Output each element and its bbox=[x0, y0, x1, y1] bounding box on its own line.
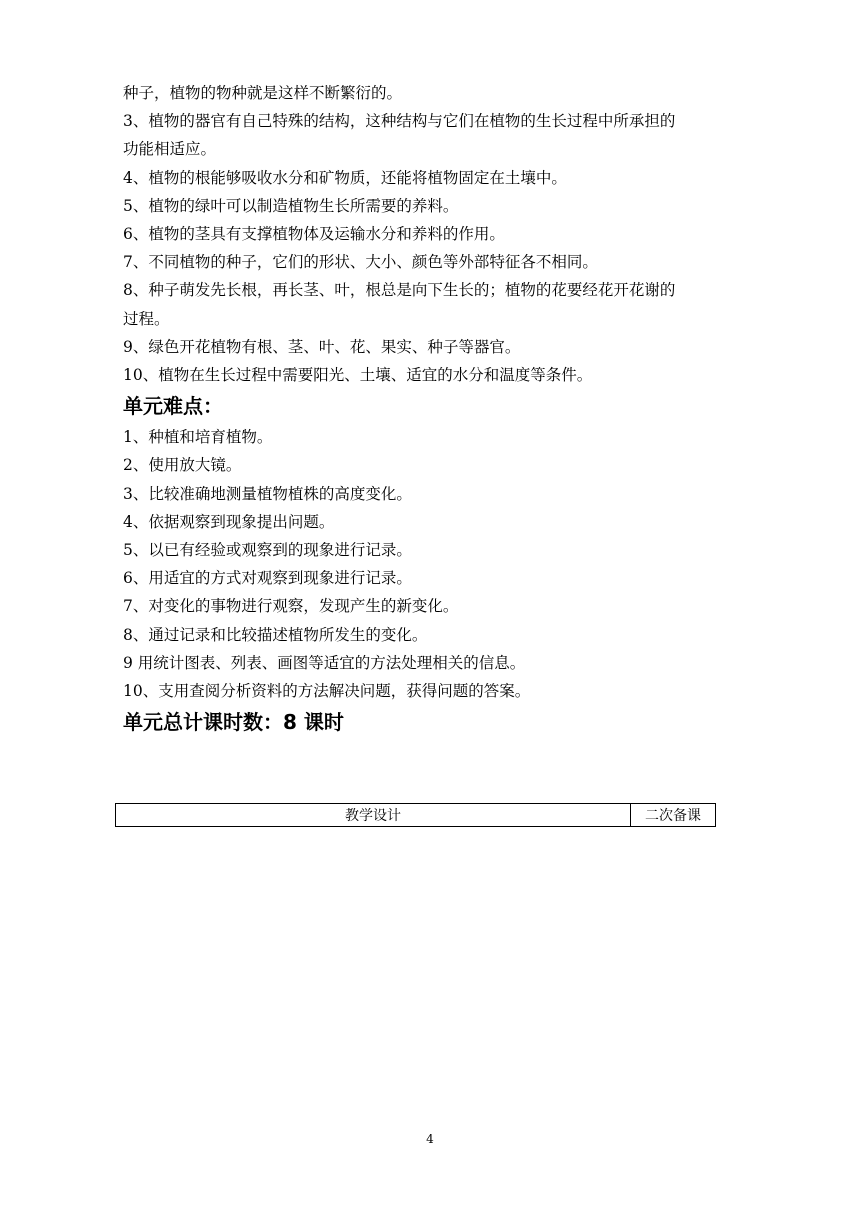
difficulty-item: 4、依据观察到现象提出问题。 bbox=[123, 512, 335, 531]
page-number: 4 bbox=[426, 1132, 434, 1146]
difficulty-item: 9 用统计图表、列表、画图等适宜的方法处理相关的信息。 bbox=[123, 653, 526, 672]
text-line: 功能相适应。 bbox=[123, 140, 217, 159]
text-line: 5、植物的绿叶可以制造植物生长所需要的养料。 bbox=[123, 196, 459, 215]
text-line: 7、不同植物的种子，它们的形状、大小、颜色等外部特征各不相同。 bbox=[123, 253, 598, 272]
lesson-design-table bbox=[115, 803, 716, 827]
text-line: 9、绿色开花植物有根、茎、叶、花、果实、种子等器官。 bbox=[123, 337, 521, 356]
page-content bbox=[123, 79, 763, 739]
text-line: 6、植物的茎具有支撑植物体及运输水分和养料的作用。 bbox=[123, 225, 505, 244]
difficulty-item: 3、比较准确地测量植物植株的高度变化。 bbox=[123, 484, 412, 503]
difficulty-heading: 单元难点： bbox=[123, 394, 223, 419]
table-row bbox=[116, 804, 716, 827]
text-line: 种子，植物的物种就是这样不断繁衍的。 bbox=[123, 84, 403, 102]
text-line: 3、植物的器官有自己特殊的结构，这种结构与它们在植物的生长过程中所承担的 bbox=[123, 112, 676, 131]
table-header-design: 教学设计 bbox=[116, 804, 631, 827]
text-line: 10、植物在生长过程中需要阳光、土壤、适宜的水分和温度等条件。 bbox=[123, 366, 593, 385]
difficulty-item: 10、支用查阅分析资料的方法解决问题，获得问题的答案。 bbox=[123, 682, 531, 701]
text-line: 过程。 bbox=[123, 309, 170, 328]
text-line: 4、植物的根能够吸收水分和矿物质，还能将植物固定在土壤中。 bbox=[123, 168, 567, 187]
total-hours-heading: 单元总计课时数：8 课时 bbox=[123, 710, 344, 735]
difficulty-item: 8、通过记录和比较描述植物所发生的变化。 bbox=[123, 625, 428, 644]
difficulty-item: 6、用适宜的方式对观察到现象进行记录。 bbox=[123, 569, 412, 588]
difficulty-item: 1、种植和培育植物。 bbox=[123, 428, 273, 447]
text-line: 8、种子萌发先长根，再长茎、叶，根总是向下生长的；植物的花要经花开花谢的 bbox=[123, 281, 676, 300]
difficulty-item: 2、使用放大镜。 bbox=[123, 456, 242, 475]
difficulty-item: 5、以已有经验或观察到的现象进行记录。 bbox=[123, 541, 412, 560]
difficulty-item: 7、对变化的事物进行观察，发现产生的新变化。 bbox=[123, 597, 459, 616]
table-header-second-prep: 二次备课 bbox=[631, 804, 716, 827]
